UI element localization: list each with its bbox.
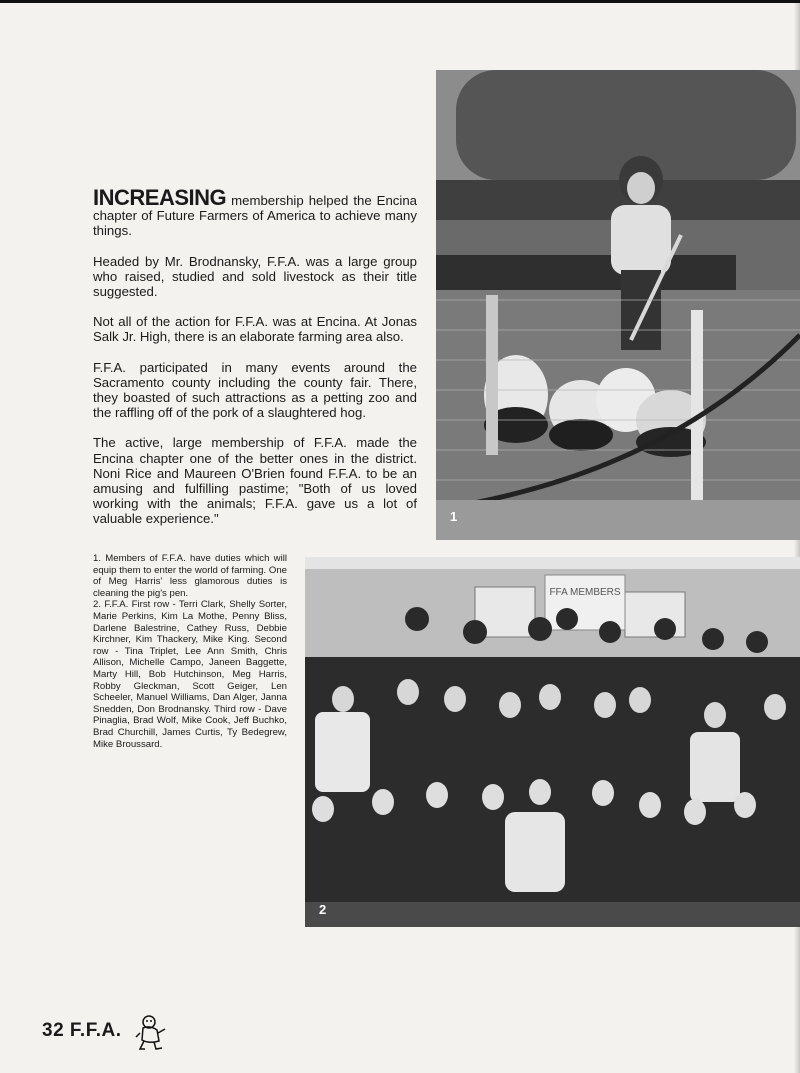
article-paragraph-2: Headed by Mr. Brodnansky, F.F.A. was a large group who raised, studied and sold livestock as their title suggested. (93, 253, 417, 300)
article-body (93, 185, 417, 542)
photo-group (305, 557, 800, 927)
caption-photo-1: 1. Members of F.F.A. have duties which will equip them to enter the world of farming. One of Meg Harris' less glamorous duties is cleaning the pig's pen. (93, 553, 287, 599)
cartoon-mascot-icon (134, 1013, 168, 1051)
article-paragraph-4: F.F.A. participated in many events around the Sacramento county including the county fair. There, they boasted of such attractions as a petting zoo and the raffling off of the pork of a slaughtered hog. (93, 359, 417, 421)
photo-number-1: 1 (450, 509, 458, 524)
photo-caption (93, 553, 287, 750)
top-border (0, 0, 800, 3)
caption-photo-2: 2. F.F.A. First row - Terri Clark, Shelly Sorter, Marie Perkins, Kim La Mothe, Penny Bliss, Darlene Balestrine, Cathey Russ, Debbie Kirchner, Kim Thackery, Mike King. Second row - Tina Triplet, Lee Ann Smith, Chris Allison, Michelle Campo, Janeen Baggette, Marty Hill, Bob Hutchinson, Meg Harris, Robby Gleckman, Scott Geiger, Len Scheeler, Manuel Williams, Dan Alger, Janna Snedden, Don Brodnansky. Third row - Dave Pinaglia, Brad Wolf, Mike Cook, Jeff Buchko, Brad Churchill, James Curtis, Ty Bedegrew, Mike Broussard. (93, 599, 287, 750)
article-paragraph-1-text: membership helped the Encina chapter of Future Farmers of America to achieve many things. (93, 193, 417, 239)
page-folio: 32 F.F.A. (42, 1020, 122, 1041)
photo-number-2: 2 (319, 902, 327, 917)
photo-pig-pen-illustration (436, 70, 800, 540)
photo2-sign-text: FFA MEMBERS (549, 587, 621, 598)
photo-pig-pen (436, 70, 800, 540)
article-paragraph-1 (93, 185, 417, 239)
article-paragraph-3: Not all of the action for F.F.A. was at Encina. At Jonas Salk Jr. High, there is an elaborate farming area also. (93, 314, 417, 345)
photo-group-illustration (305, 557, 800, 927)
lead-word: INCREASING (93, 185, 227, 210)
article-paragraph-5: The active, large membership of F.F.A. made the Encina chapter one of the better ones in the district. Noni Rice and Maureen O'Brien found F.F.A. to be an amusing and fulfilling pastime; "Both of us loved working with the animals; F.F.A. gave us a lot of valuable experience." (93, 435, 417, 527)
